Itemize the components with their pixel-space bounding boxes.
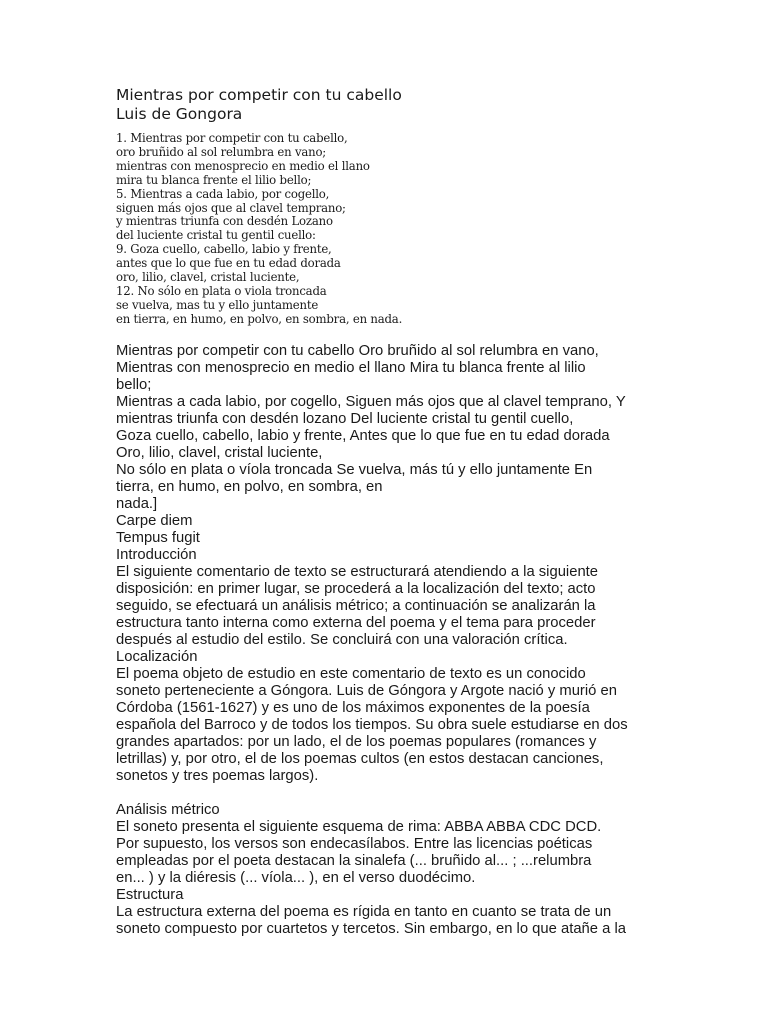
blank-line — [116, 785, 756, 802]
text-line: sonetos y tres poemas largos). — [116, 767, 319, 784]
document-header — [116, 86, 756, 124]
text-line: letrillas) y, por otro, el de los poemas cultos (en estos destacan canciones, — [116, 750, 604, 767]
text-line: tierra, en humo, en polvo, en sombra, en — [116, 478, 383, 495]
poem-line: 9. Goza cuello, cabello, labio y frente, — [116, 242, 332, 257]
text-line: Localización — [116, 648, 198, 665]
text-line: Mientras por competir con tu cabello Oro bruñido al sol relumbra en vano, — [116, 342, 599, 359]
text-line: Estructura — [116, 886, 184, 903]
text-line: El soneto presenta el siguiente esquema de rima: ABBA ABBA CDC DCD. — [116, 818, 602, 835]
text-line: El poema objeto de estudio en este comentario de texto es un conocido — [116, 665, 586, 682]
text-line: La estructura externa del poema es rígida en tanto en cuanto se trata de un — [116, 903, 612, 920]
text-line: bello; — [116, 376, 152, 393]
text-line: Oro, lilio, clavel, cristal luciente, — [116, 444, 323, 461]
document-page — [116, 86, 756, 938]
text-line: Goza cuello, cabello, labio y frente, Antes que lo que fue en tu edad dorada — [116, 427, 610, 444]
text-line: Carpe diem — [116, 512, 193, 529]
poem-line: y mientras triunfa con desdén Lozano — [116, 214, 333, 229]
text-line: en... ) y la diéresis (... víola... ), en el verso duodécimo. — [116, 869, 476, 886]
poem-author: Luis de Gongora — [116, 105, 243, 123]
text-line: Análisis métrico — [116, 801, 220, 818]
text-line: nada.] — [116, 495, 158, 512]
poem-line: del luciente cristal tu gentil cuello: — [116, 228, 316, 243]
poem-line: oro bruñido al sol relumbra en vano; — [116, 144, 327, 159]
text-line: empleadas por el poeta destacan la sinalefa (... bruñido al... ; ...relumbra — [116, 852, 592, 869]
poem-line: mira tu blanca frente el lilio bello; — [116, 172, 312, 187]
text-line: española del Barroco y de todos los tiempos. Su obra suele estudiarse en dos — [116, 716, 628, 733]
poem-line: oro, lilio, clavel, cristal luciente, — [116, 270, 300, 285]
poem-line: se vuelva, mas tu y ello juntamente — [116, 297, 319, 312]
text-line: Tempus fugit — [116, 529, 200, 546]
poem-text — [116, 132, 756, 327]
text-line: soneto compuesto por cuartetos y tercetos. Sin embargo, en lo que atañe a la — [116, 920, 626, 937]
text-line: mientras triunfa con desdén lozano Del luciente cristal tu gentil cuello, — [116, 410, 574, 427]
poem-line: siguen más ojos que al clavel temprano; — [116, 200, 346, 215]
poem-line: 1. Mientras por competir con tu cabello, — [116, 131, 348, 145]
text-line: seguido, se efectuará un análisis métrico; a continuación se analizarán la — [116, 597, 596, 614]
poem-line: 5. Mientras a cada labio, por cogello, — [116, 186, 330, 201]
text-line: Por supuesto, los versos son endecasílabos. Entre las licencias poéticas — [116, 835, 593, 852]
poem-line: 12. No sólo en plata o viola troncada — [116, 283, 327, 298]
text-line: Introducción — [116, 546, 197, 563]
poem-line: mientras con menosprecio en medio el llano — [116, 158, 370, 173]
text-line: disposición: en primer lugar, se procederá a la localización del texto; acto — [116, 580, 596, 597]
text-line: El siguiente comentario de texto se estructurará atendiendo a la siguiente — [116, 563, 599, 580]
text-line: estructura tanto interna como externa del poema y el tema para proceder — [116, 614, 596, 631]
text-line: Mientras a cada labio, por cogello, Siguen más ojos que al clavel temprano, Y — [116, 393, 626, 410]
poem-line: en tierra, en humo, en polvo, en sombra, en nada. — [116, 311, 403, 326]
text-line: Córdoba (1561-1627) y es uno de los máximos exponentes de la poesía — [116, 699, 590, 716]
poem-title: Mientras por competir con tu cabello — [116, 86, 402, 104]
commentary-text — [116, 343, 756, 938]
text-line: soneto perteneciente a Góngora. Luis de Góngora y Argote nació y murió en — [116, 682, 617, 699]
text-line: grandes apartados: por un lado, el de los poemas populares (romances y — [116, 733, 597, 750]
text-line: Mientras con menosprecio en medio el llano Mira tu blanca frente al lilio — [116, 359, 586, 376]
text-line: No sólo en plata o víola troncada Se vuelva, más tú y ello juntamente En — [116, 461, 593, 478]
text-line: después al estudio del estilo. Se concluirá con una valoración crítica. — [116, 631, 568, 648]
poem-line: antes que lo que fue en tu edad dorada — [116, 256, 341, 271]
